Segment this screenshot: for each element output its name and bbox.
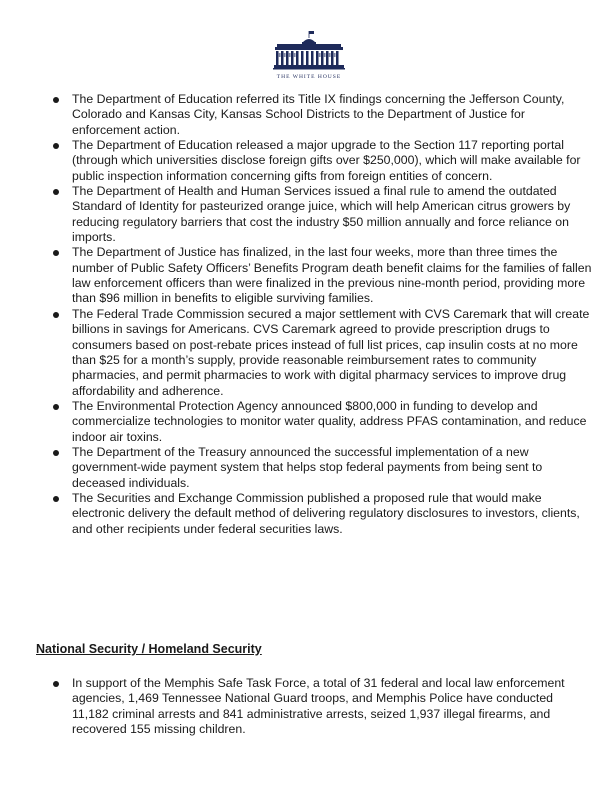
section-heading: National Security / Homeland Security <box>36 642 262 656</box>
list-item <box>48 491 593 537</box>
list-item <box>48 445 593 491</box>
bullet-dot-icon <box>53 143 59 149</box>
bullet-dot-icon <box>53 496 59 502</box>
list-item-text: The Department of the Treasury announced the successful implementation of a new government-wide payment system that helps stop federal payments from being sent to deceased individuals. <box>72 444 543 490</box>
list-item <box>48 184 593 245</box>
list-item-text: The Federal Trade Commission secured a major settlement with CVS Caremark that will create billions in savings for Americans. CVS Caremark agreed to provide prescription drugs to consumers based on post-rebate prices instead of full list prices, cap insulin costs at no more than $25 for a month’s supply, provide reasonable reimbursement rates to community pharmacies, and permit pharmacies to work with digital pharmacy services to improve drug affordability and adherence. <box>72 306 590 398</box>
list-item-text: The Securities and Exchange Commission published a proposed rule that would make electronic delivery the default method of delivering regulatory disclosures to investors, clients, and other recipients under federal securities laws. <box>72 490 580 536</box>
list-item <box>48 399 593 445</box>
bullet-dot-icon <box>53 312 59 318</box>
bullet-dot-icon <box>53 681 59 687</box>
bullet-dot-icon <box>53 250 59 256</box>
list-item <box>48 92 593 138</box>
bullet-dot-icon <box>53 97 59 103</box>
white-house-seal-icon <box>273 30 345 72</box>
list-item-text: The Department of Health and Human Services issued a final rule to amend the outdated Standard of Identity for pasteurized orange juice, which will help American citrus growers by reducing regulatory barriers that cost the industry $50 million annually and force reliance on imports. <box>72 184 571 245</box>
national-security-list <box>48 676 593 737</box>
list-item-text: In support of the Memphis Safe Task Force, a total of 31 federal and local law enforcement agencies, 1,469 Tennessee National Guard troops, and Memphis Police have conducted 11,182 criminal arrests and 841 administrative arrests, seized 1,937 illegal firearms, and recovered 155 missing children. <box>72 676 565 737</box>
list-item-text: The Environmental Protection Agency announced $800,000 in funding to develop and commercialize technologies to monitor water quality, address PFAS contamination, and reduce indoor air toxins. <box>72 398 587 444</box>
accomplishments-list <box>48 92 593 537</box>
list-item <box>48 307 593 399</box>
list-item <box>48 676 593 737</box>
seal-caption: THE WHITE HOUSE <box>276 74 342 80</box>
bullet-dot-icon <box>53 450 59 456</box>
bullet-dot-icon <box>53 404 59 410</box>
white-house-seal <box>259 30 359 80</box>
list-item <box>48 138 593 184</box>
list-item <box>48 245 593 306</box>
list-item-text: The Department of Justice has finalized, in the last four weeks, more than three times the number of Public Safety Officers’ Benefits Program death benefit claims for the families of fallen law enforcement officers than were finalized in the previous nine-month period, providing more than $96 million in benefits to eligible surviving families. <box>72 245 592 306</box>
list-item-text: The Department of Education released a major upgrade to the Section 117 reporting portal (through which universities disclose foreign gifts over $250,000), which will make available for public inspection information concerning gifts from foreign entities of concern. <box>72 138 581 183</box>
list-item-text: The Department of Education referred its Title IX findings concerning the Jefferson County, Colorado and Kansas City, Kansas School Districts to the Department of Justice for enforcement action. <box>72 92 565 137</box>
bullet-dot-icon <box>53 189 59 195</box>
